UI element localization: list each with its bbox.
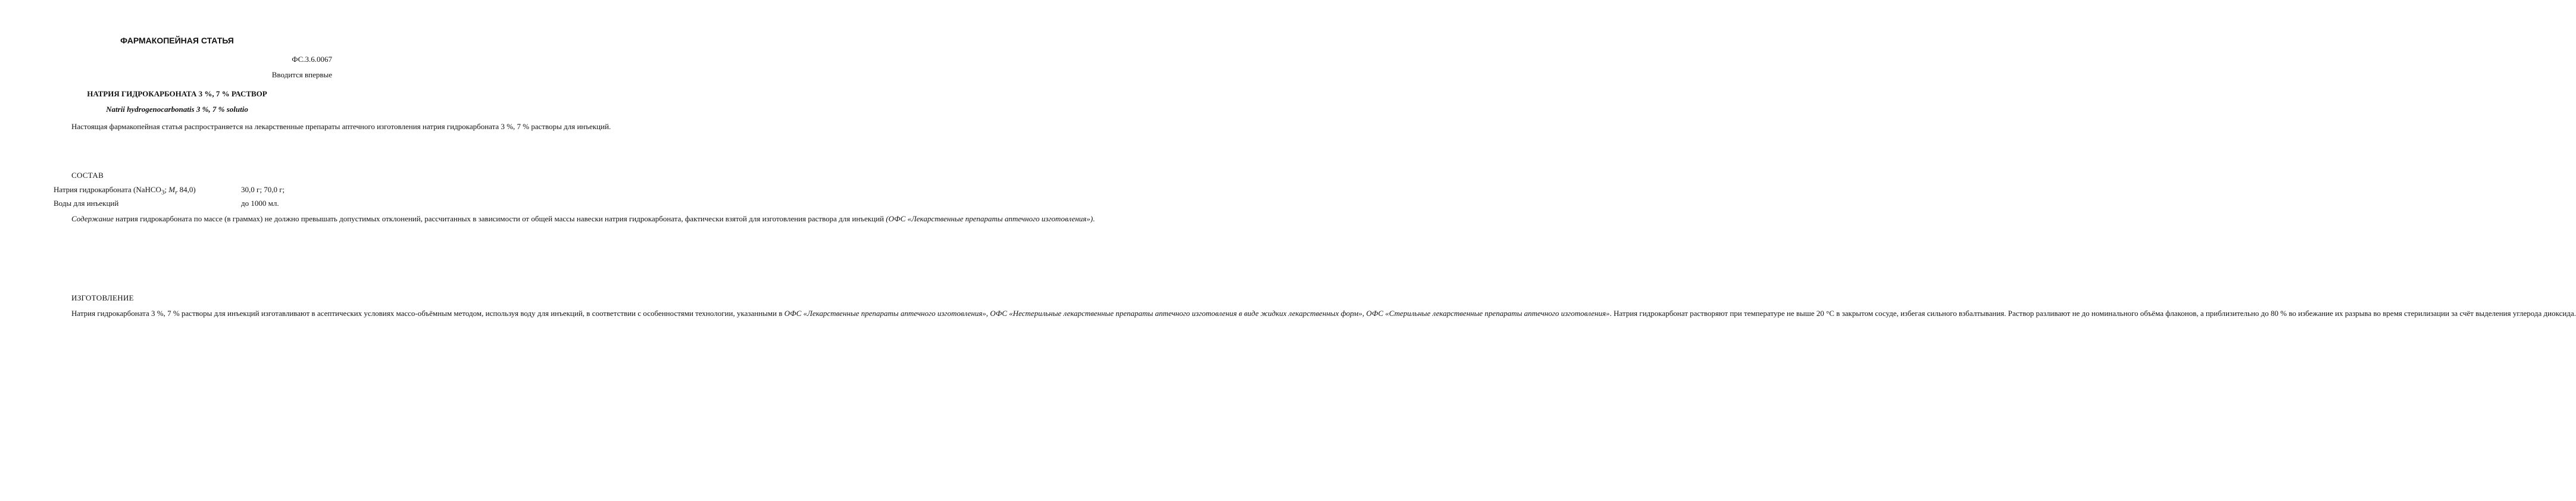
- content-term: Содержание: [71, 214, 114, 223]
- manufacture-text-2: . Натрия гидрокарбонат растворяют при температуре не выше 20 °C в закрытом сосуде, избегая сильного взбалтывания. Раствор разливают не до номинального объёма флаконов, а приблизительно до 80 % во избежание их разрыва во время стерилизации за счёт выделения углерода диоксида.: [1609, 309, 2576, 318]
- manufacture-paragraph: Натрия гидрокарбоната 3 %, 7 % растворы для инъекций изготавливают в асептических условиях массо-объёмным методом, используя воду для инъекций, в соответствии с особенностями технологии, указанными в ОФС «Лекарственные препараты аптечного изготовления», ОФС «Нестерильные лекарственные препараты аптечного изготовления в виде жидких лекарственных форм», ОФС «Стерильные лекарственные препараты аптечного изготовления». Натрия гидрокарбонат растворяют при температуре не выше 20 °C в закрытом сосуде, избегая сильного взбалтывания. Раствор разливают не до номинального объёма флаконов, а приблизительно до 80 % во избежание их разрыва во время стерилизации за счёт выделения углерода диоксида.: [71, 309, 2576, 318]
- composition-label-1: Натрия гидрокарбоната (NaHCO$_3$; $M_r$ 84,0): [54, 185, 196, 196]
- composition-row-1: [54, 185, 332, 196]
- document-status: Вводится впервые: [271, 70, 332, 79]
- manufacture-reference-1: ОФС «Лекарственные препараты аптечного изготовления»: [784, 309, 986, 318]
- article-name: НАТРИЯ ГИДРОКАРБОНАТА 3 %, 7 % РАСТВОР: [87, 89, 267, 98]
- manufacture-text-1: Натрия гидрокарбоната 3 %, 7 % растворы для инъекций изготавливают в асептических условиях массо-объёмным методом, используя воду для инъекций, в соответствии с особенностями технологии, указанными в: [71, 309, 784, 318]
- intro-text: Настоящая фармакопейная статья распространяется на лекарственные препараты аптечного изготовления натрия гидрокарбоната 3 %, 7 % растворы для инъекций.: [71, 122, 611, 131]
- composition-value-2: до 1000 мл.: [241, 199, 279, 208]
- latin-name: Natrii hydrogenocarbonatis 3 %, 7 % solutio: [106, 105, 248, 114]
- content-text: натрия гидрокарбоната по массе (в граммах) не должно превышать допустимых отклонений, рассчитанных в зависимости от общей массы навески натрия гидрокарбоната, фактически взятой для изготовления раствора для инъекций: [113, 214, 886, 223]
- intro-paragraph: [52, 120, 611, 133]
- document-title: ФАРМАКОПЕЙНАЯ СТАТЬЯ: [120, 36, 234, 45]
- composition-label-2: Воды для инъекций: [54, 199, 119, 208]
- content-reference: (ОФС «Лекарственные препараты аптечного изготовления»): [886, 214, 1093, 223]
- manufacture-reference-2: ОФС «Нестерильные лекарственные препараты аптечного изготовления в виде жидких лекарственных форм»: [990, 309, 1362, 318]
- composition-heading: СОСТАВ: [71, 171, 104, 180]
- content-paragraph: Содержание натрия гидрокарбоната по массе (в граммах) не должно превышать допустимых отклонений, рассчитанных в зависимости от общей массы навески натрия гидрокарбоната, фактически взятой для изготовления раствора для инъекций (ОФС «Лекарственные препараты аптечного изготовления»).: [71, 214, 1095, 223]
- document-code: ФС.3.6.0067: [292, 55, 332, 64]
- manufacture-reference-3: ОФС «Стерильные лекарственные препараты аптечного изготовления»: [1366, 309, 1610, 318]
- composition-value-1: 30,0 г; 70,0 г;: [241, 185, 285, 194]
- manufacture-heading: ИЗГОТОВЛЕНИЕ: [71, 293, 134, 302]
- composition-row-2: [54, 199, 332, 209]
